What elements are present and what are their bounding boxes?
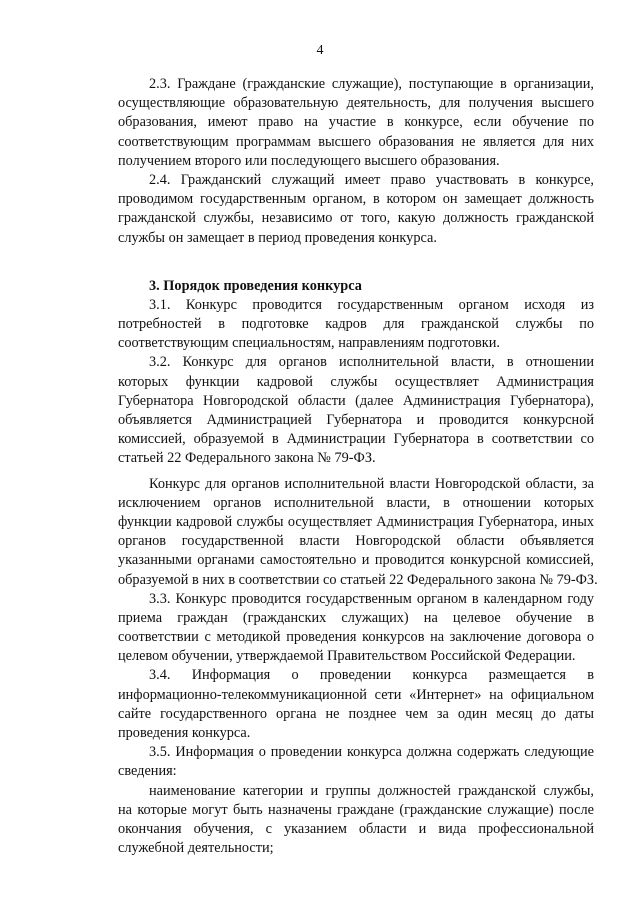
paragraph-3-1 <box>118 296 594 354</box>
paragraph-line: 3.1. Конкурс проводится государственным органом исходя из <box>149 296 594 313</box>
paragraph-3-3 <box>118 590 594 667</box>
paragraph-line: 3.2. Конкурс для органов исполнительной власти, в отношении <box>149 354 594 371</box>
paragraph-line: образуемой в них в соответствии со статьей 22 Федерального закона № 79-ФЗ. <box>118 571 598 588</box>
paragraph-line: образования, имеют право на участие в конкурсе, если обучение по <box>118 114 594 131</box>
paragraph-line: соответствии с методикой проведения конкурсов на заключение договора о <box>118 629 594 646</box>
page-number: 4 <box>316 43 324 58</box>
paragraph-line: на которые могут быть назначены граждане (гражданские служащие) после <box>118 801 594 818</box>
paragraph-line: которых функции кадровой службы осуществляет Администрация <box>118 373 594 390</box>
paragraph-line: осуществляющие образовательную деятельность, для получения высшего <box>118 95 594 112</box>
paragraph-line: 2.3. Граждане (гражданские служащие), поступающие в организации, <box>149 76 594 92</box>
paragraph-line: функции кадровой службы осуществляет Администрация Губернатора, иных <box>118 513 594 530</box>
paragraph-line: соответствующим программам высшего образования не является для них <box>118 133 594 150</box>
paragraph-line: наименование категории и группы должностей гражданской службы, <box>149 782 594 799</box>
paragraph-line: целевом обучении, утверждаемой Правительством Российской Федерации. <box>118 648 576 665</box>
paragraph-line: службы он замещает в период проведения конкурса. <box>118 229 437 246</box>
paragraph-3-5 <box>118 743 594 781</box>
paragraph-2-4 <box>118 171 594 248</box>
paragraph-line: окончания обучения, с указанием области и вида профессиональной <box>118 820 594 837</box>
paragraph-line: статьей 22 Федерального закона № 79-ФЗ. <box>118 450 376 467</box>
paragraph-line: проводимом государственным органом, в котором он замещает должность <box>118 191 594 208</box>
paragraph-line: 3.3. Конкурс проводится государственным органом в календарном году <box>149 590 594 607</box>
paragraph-line: сведения: <box>118 763 177 780</box>
section-heading: 3. Порядок проведения конкурса <box>149 277 362 294</box>
paragraph-line: гражданской службы, независимо от того, какую должность гражданской <box>118 210 594 227</box>
paragraph-line: сайте государственного органа не позднее чем за один месяц до даты <box>118 705 594 722</box>
section-spacer <box>118 248 594 277</box>
paragraph-2-3 <box>118 75 594 171</box>
paragraph-line: потребностей в подготовке кадров для гражданской службы по <box>118 316 594 333</box>
paragraph-line: объявляется Администрацией Губернатора и проводится конкурсной <box>118 412 594 428</box>
paragraph-line: Губернатора Новгородской области (далее Администрация Губернатора), <box>118 392 594 409</box>
paragraph-line: информационно-телекоммуникационной сети «Интернет» на официальном <box>118 686 594 703</box>
document-body <box>118 75 598 858</box>
paragraph-line: исключением органов исполнительной власти, в отношении которых <box>118 494 594 511</box>
paragraph-3-2-continued <box>118 475 598 590</box>
paragraph-line: указанными органами самостоятельно и проводится конкурсной комиссией, <box>118 552 594 569</box>
paragraph-line: 3.4. Информация о проведении конкурса размещается в <box>149 667 594 684</box>
paragraph-line: соответствующим специальностям, направлениям подготовки. <box>118 335 500 352</box>
paragraph-line: 2.4. Гражданский служащий имеет право участвовать в конкурсе, <box>149 171 594 188</box>
paragraph-3-4 <box>118 666 594 743</box>
paragraph-line: органов государственной власти Новгородской области объявляется <box>118 533 594 550</box>
paragraph-line: 3.5. Информация о проведении конкурса должна содержать следующие <box>149 744 594 761</box>
paragraph-line: приема граждан (гражданских служащих) на целевое обучение в <box>118 609 594 626</box>
paragraph-line: получением второго или последующего высшего образования. <box>118 152 500 169</box>
paragraph-3-5-item <box>118 782 594 859</box>
paragraph-line: Конкурс для органов исполнительной власти Новгородской области, за <box>149 475 594 492</box>
paragraph-3-2 <box>118 353 594 468</box>
paragraph-line: служебной деятельности; <box>118 840 274 857</box>
paragraph-line: комиссией, образуемой в Администрации Губернатора в соответствии со <box>118 431 594 448</box>
paragraph-line: проведения конкурса. <box>118 725 251 741</box>
